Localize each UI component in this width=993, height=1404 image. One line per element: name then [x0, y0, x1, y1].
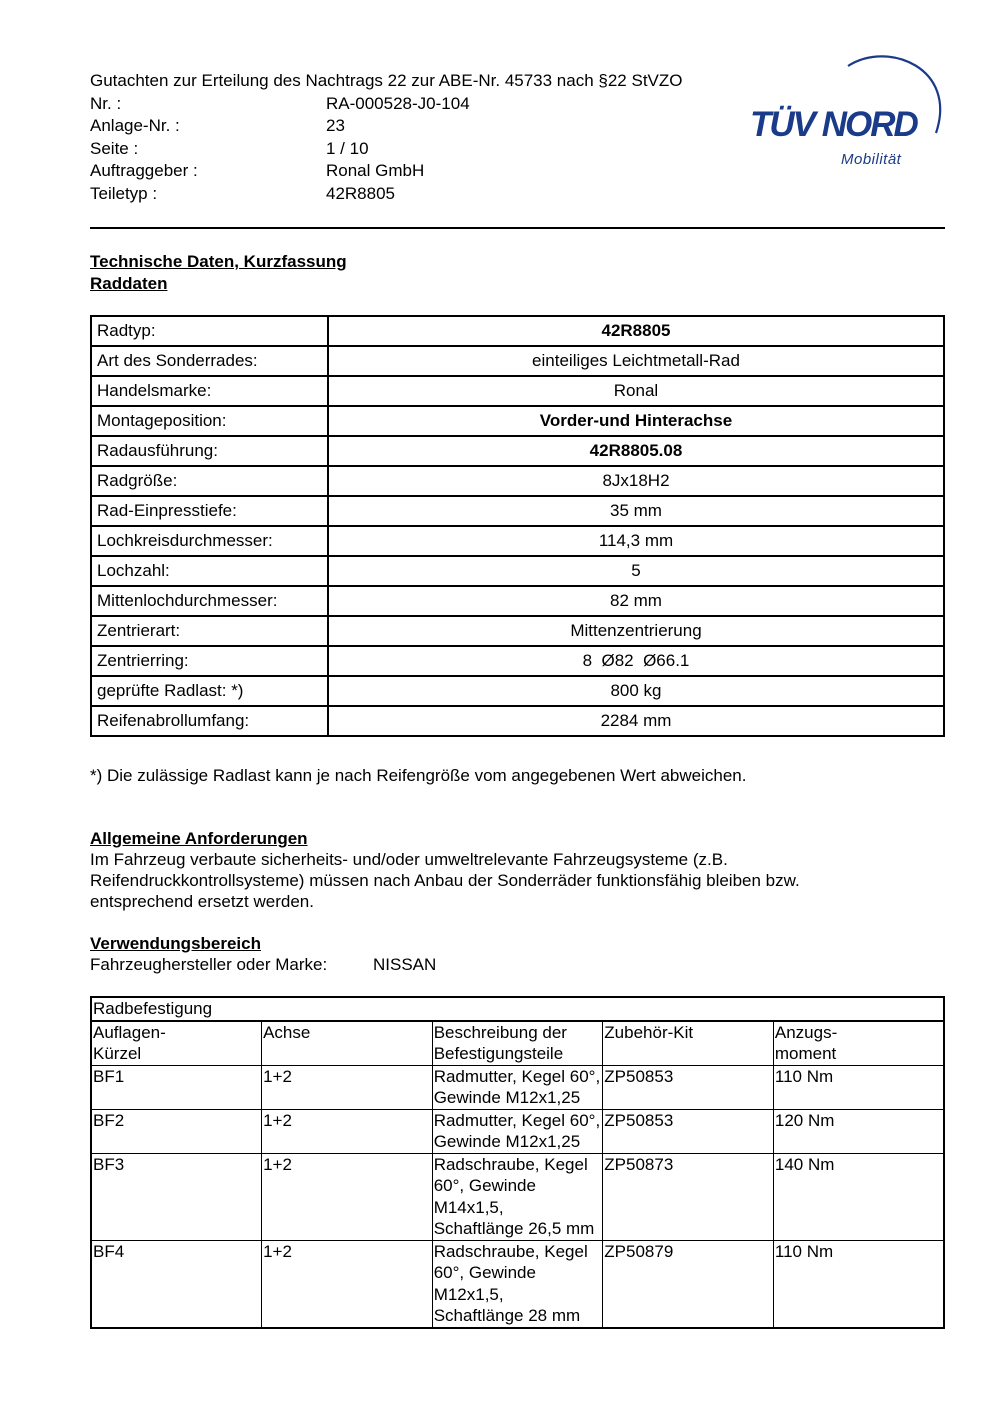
cell-anzugsmoment: 140 Nm [773, 1153, 944, 1240]
raddaten-value: Ronal [328, 376, 944, 406]
section-heading-technische-daten: Technische Daten, Kurzfassung [90, 252, 347, 271]
manufacturer-value: NISSAN [373, 955, 437, 974]
raddaten-row [91, 466, 944, 496]
paragraph-line: Im Fahrzeug verbaute sicherheits- und/oder umweltrelevante Fahrzeugsysteme (z.B. [90, 850, 728, 869]
radbefestigung-header-row [91, 1021, 944, 1066]
radbefestigung-row [91, 1109, 944, 1153]
meta-key: Auftraggeber : [90, 161, 198, 180]
cell-anzugsmoment: 110 Nm [773, 1065, 944, 1109]
radbefestigung-title-row [91, 997, 944, 1021]
tuv-nord-logo-graphic [748, 48, 948, 173]
cell-achse: 1+2 [262, 1153, 433, 1240]
meta-key: Seite : [90, 138, 139, 158]
raddaten-label: Reifenabrollumfang: [91, 706, 328, 736]
section-heading-allgemein: Allgemeine Anforderungen [90, 829, 308, 848]
cell-achse: 1+2 [262, 1065, 433, 1109]
cell-achse: 1+2 [262, 1240, 433, 1328]
raddaten-value: 8Jx18H2 [328, 466, 944, 496]
logo-brand-text: TÜV NORD [750, 105, 917, 144]
meta-value: Ronal GmbH [326, 161, 425, 180]
section-heading-raddaten: Raddaten [90, 274, 168, 293]
raddaten-value: 5 [328, 556, 944, 586]
raddaten-value: 114,3 mm [328, 526, 944, 556]
raddaten-row [91, 586, 944, 616]
raddaten-row [91, 706, 944, 736]
meta-key: Teiletyp : [90, 183, 158, 203]
raddaten-value: 800 kg [328, 676, 944, 706]
raddaten-row [91, 376, 944, 406]
header-anzugsmoment: Anzugs- moment [773, 1021, 944, 1066]
raddaten-row [91, 676, 944, 706]
header-beschreibung: Beschreibung der Befestigungsteile [432, 1021, 603, 1066]
raddaten-row [91, 646, 944, 676]
cell-zubehoer-kit: ZP50853 [603, 1065, 774, 1109]
cell-kuerzel: BF2 [91, 1109, 262, 1153]
raddaten-value: 35 mm [328, 496, 944, 526]
cell-beschreibung: Radschraube, Kegel 60°, Gewinde M12x1,5, Schaftlänge 28 mm [432, 1240, 603, 1328]
meta-value: RA-000528-J0-104 [326, 93, 470, 113]
cell-beschreibung: Radmutter, Kegel 60°, Gewinde M12x1,25 [432, 1065, 603, 1109]
cell-zubehoer-kit: ZP50873 [603, 1153, 774, 1240]
raddaten-row [91, 346, 944, 376]
meta-value: 42R8805 [326, 183, 396, 203]
radbefestigung-row [91, 1065, 944, 1109]
raddaten-label: Lochkreisdurchmesser: [91, 526, 328, 556]
header-divider [90, 227, 945, 229]
cell-kuerzel: BF1 [91, 1065, 262, 1109]
cell-achse: 1+2 [262, 1109, 433, 1153]
cell-kuerzel: BF3 [91, 1153, 262, 1240]
meta-value: 1 / 10 [326, 138, 369, 158]
radbefestigung-table [90, 996, 945, 1329]
logo-sub-text: Mobilität [841, 151, 902, 168]
raddaten-label: Rad-Einpresstiefe: [91, 496, 328, 526]
raddaten-row [91, 316, 944, 346]
raddaten-value: 82 mm [328, 586, 944, 616]
manufacturer-label: Fahrzeughersteller oder Marke: [90, 955, 328, 974]
raddaten-value: einteiliges Leichtmetall-Rad [328, 346, 944, 376]
raddaten-row [91, 616, 944, 646]
raddaten-label: Zentrierring: [91, 646, 328, 676]
meta-key: Anlage-Nr. : [90, 116, 180, 135]
raddaten-row [91, 496, 944, 526]
section-heading-verwendung: Verwendungsbereich [90, 934, 261, 953]
header-achse: Achse [262, 1021, 433, 1066]
paragraph-line: Reifendruckkontrollsysteme) müssen nach Anbau der Sonderräder funktionsfähig bleiben bzw. [90, 871, 800, 890]
cell-zubehoer-kit: ZP50853 [603, 1109, 774, 1153]
radbefestigung-row [91, 1153, 944, 1240]
raddaten-row [91, 556, 944, 586]
cell-kuerzel: BF4 [91, 1240, 262, 1328]
header-kuerzel: Auflagen- Kürzel [91, 1021, 262, 1066]
raddaten-label: Art des Sonderrades: [91, 346, 328, 376]
cell-zubehoer-kit: ZP50879 [603, 1240, 774, 1328]
raddaten-label: Montageposition: [91, 406, 328, 436]
raddaten-value: Vorder-und Hinterachse [328, 406, 944, 436]
raddaten-value: 42R8805.08 [328, 436, 944, 466]
raddaten-label: Radausführung: [91, 436, 328, 466]
cell-beschreibung: Radmutter, Kegel 60°, Gewinde M12x1,25 [432, 1109, 603, 1153]
raddaten-row [91, 436, 944, 466]
raddaten-label: Lochzahl: [91, 556, 328, 586]
raddaten-row [91, 406, 944, 436]
raddaten-row [91, 526, 944, 556]
tuv-nord-logo [748, 48, 948, 173]
raddaten-value: 8 Ø82 Ø66.1 [328, 646, 944, 676]
radbefestigung-title: Radbefestigung [91, 997, 944, 1021]
raddaten-value: 42R8805 [328, 316, 944, 346]
meta-key: Nr. : [90, 93, 122, 113]
raddaten-label: Radgröße: [91, 466, 328, 496]
raddaten-value: Mittenzentrierung [328, 616, 944, 646]
radbefestigung-row [91, 1240, 944, 1328]
raddaten-label: Handelsmarke: [91, 376, 328, 406]
raddaten-label: Radtyp: [91, 316, 328, 346]
raddaten-table [90, 315, 945, 737]
header-zubehoer-kit: Zubehör-Kit [603, 1021, 774, 1066]
cell-anzugsmoment: 120 Nm [773, 1109, 944, 1153]
document-title: Gutachten zur Erteilung des Nachtrags 22 zur ABE-Nr. 45733 nach §22 StVZO [90, 71, 683, 90]
raddaten-value: 2284 mm [328, 706, 944, 736]
cell-anzugsmoment: 110 Nm [773, 1240, 944, 1328]
raddaten-label: Mittenlochdurchmesser: [91, 586, 328, 616]
meta-value: 23 [326, 116, 345, 135]
raddaten-label: Zentrierart: [91, 616, 328, 646]
footnote: *) Die zulässige Radlast kann je nach Reifengröße vom angegebenen Wert abweichen. [90, 766, 747, 785]
paragraph-line: entsprechend ersetzt werden. [90, 892, 314, 911]
cell-beschreibung: Radschraube, Kegel 60°, Gewinde M14x1,5, Schaftlänge 26,5 mm [432, 1153, 603, 1240]
raddaten-label: geprüfte Radlast: *) [91, 676, 328, 706]
